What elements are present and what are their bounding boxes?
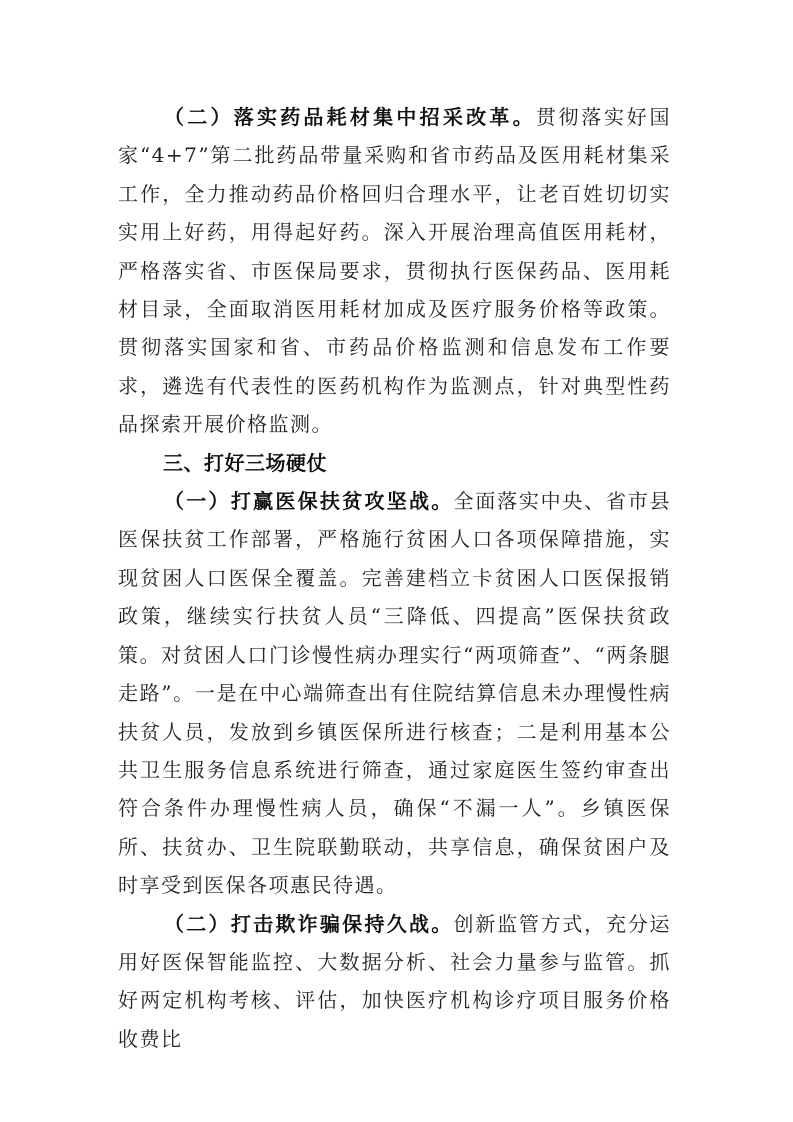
paragraph-lead: （一）打赢医保扶贫攻坚战。 — [164, 489, 454, 514]
paragraph-body: 全面落实中央、省市县医保扶贫工作部署，严格施行贫困人口各项保障措施，实现贫困人口医保全覆盖。完善建档立卡贫困人口医保报销政策，继续实行扶贫人员“三降低、四提高”医保扶贫政策。对贫困人口门诊慢性病办理实行“两项筛查”、“两条腿走路”。一是在中心端筛查出有住院结算信息未办理慢性病扶贫人员，发放到乡镇医保所进行核查；二是利用基本公共卫生服务信息系统进行筛查，通过家庭医生签约审查出符合条件办理慢性病人员，确保“不漏一人”。乡镇医保所、扶贫办、卫生院联勤联动，共享信息，确保贫困户及时享受到医保各项惠民待遇。 — [118, 489, 672, 898]
paragraph-drug-procurement-reform — [118, 98, 671, 444]
paragraph-lead: （二）打击欺诈骗保持久战。 — [164, 911, 454, 936]
paragraph-lead: （二）落实药品耗材集中招采改革。 — [164, 105, 536, 129]
section-heading: 三、打好三场硬仗 — [163, 450, 327, 475]
paragraph-body: 创新监管方式，充分运用好医保智能监控、大数据分析、社会力量参与监管。抓好两定机构考核、评估，加快医疗机构诊疗项目服务价格收费比 — [118, 911, 672, 1051]
paragraph-poverty-alleviation — [118, 482, 671, 904]
document-page — [118, 98, 671, 1058]
paragraph-body: 贯彻落实好国家“4+7”第二批药品带量采购和省市药品及医用耗材集采工作，全力推动药品价格回归合理水平，让老百姓切切实实用上好药，用得起好药。深入开展治理高值医用耗材，严格落实省、市医保局要求，贯彻执行医保药品、医用耗材目录，全面取消医用耗材加成及医疗服务价格等政策。贯彻落实国家和省、市药品价格监测和信息发布工作要求，遴选有代表性的医药机构作为监测点，针对典型性药品探索开展价格监测。 — [118, 105, 672, 437]
paragraph-anti-fraud — [118, 905, 671, 1059]
